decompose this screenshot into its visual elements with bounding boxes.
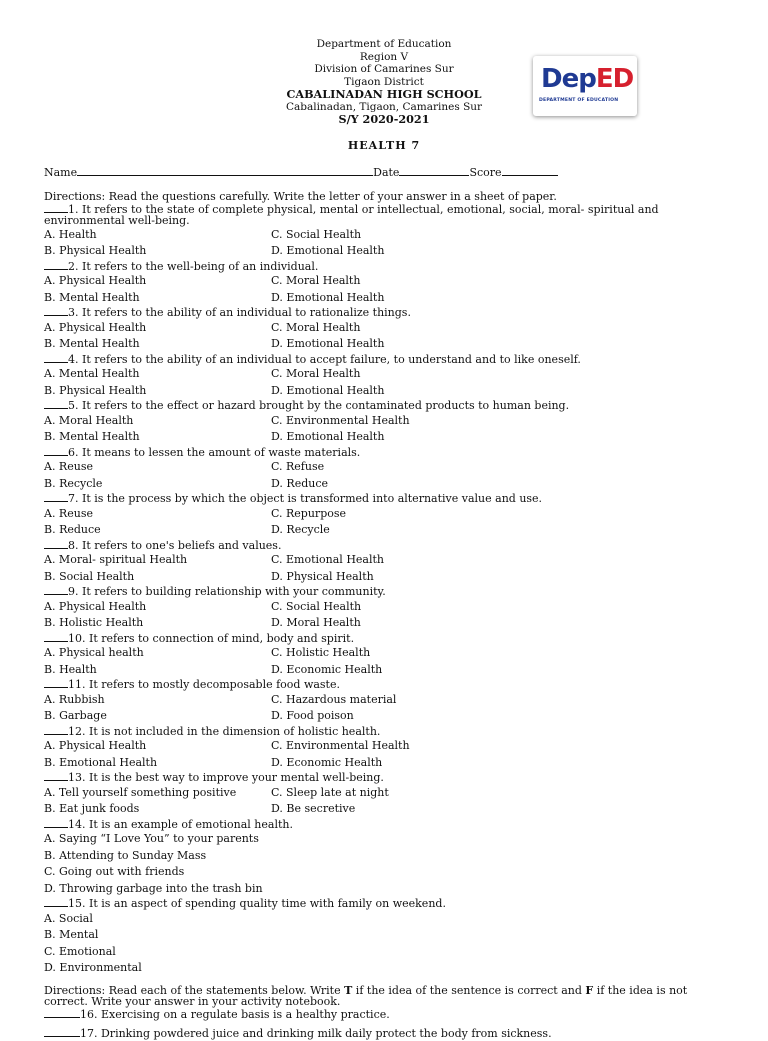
answer-option: B. Social Health [44,569,135,583]
answer-blank[interactable] [44,585,68,595]
answer-blank[interactable] [44,632,68,642]
option-row [44,662,728,679]
header-line: Tigaon District [344,75,424,88]
answer-option: D. Be secretive [271,802,356,815]
answer-blank[interactable] [44,539,68,549]
answer-option: A. Social [44,911,93,925]
name-date-score-line [44,165,558,179]
answer-option: B. Recycle [44,476,103,490]
score-blank[interactable] [502,165,558,176]
answer-option: A. Saying “I Love You” to your parents [44,832,259,845]
option-row [44,801,728,818]
option-row [44,785,728,802]
subject-title: HEALTH 7 [347,139,421,152]
answer-blank[interactable] [44,399,68,409]
answer-option: D. Reduce [271,476,329,490]
option-row [44,506,728,523]
answer-blank[interactable] [44,306,68,316]
option-row [44,738,728,755]
directions-1: Directions: Read the questions carefully. Write the letter of your answer in a sheet of paper. [44,190,557,203]
tf-item: 17. Drinking powdered juice and drinking milk daily protect the body from sickness. [44,1027,728,1041]
option-row [44,476,728,493]
answer-option: B. Physical Health [44,383,147,397]
logo-subtext: DEPARTMENT OF EDUCATION [539,98,619,103]
answer-option: D. Recycle [271,523,330,536]
date-blank[interactable] [399,165,469,176]
answer-blank[interactable] [44,678,68,688]
multiple-choice-list [44,203,728,818]
answer-blank[interactable] [44,725,68,735]
date-label: Date [373,166,400,179]
option-row [44,569,728,586]
answer-option: C. Hazardous material [271,692,397,706]
answer-option: A. Rubbish [44,692,105,706]
question-15 [44,897,728,977]
question-text: 9. It refers to building relationship with your community. [44,585,728,599]
question-text: 12. It is not included in the dimension of holistic health. [44,725,728,739]
option-row [44,383,728,400]
answer-option: A. Reuse [44,506,93,520]
answer-option: D. Emotional Health [271,337,385,350]
score-label: Score [469,166,502,179]
answer-option: D. Emotional Health [271,430,385,443]
answer-option: A. Moral- spiritual Health [44,553,188,566]
answer-blank[interactable] [44,897,68,907]
answer-option: A. Moral Health [44,413,134,427]
answer-option: A. Physical Health [44,739,147,752]
answer-option: C. Moral Health [271,320,361,334]
answer-option: C. Environmental Health [271,413,410,427]
name-blank[interactable] [77,165,373,176]
school-address: Cabalinadan, Tigaon, Camarines Sur [285,100,483,113]
header-line: Division of Camarines Sur [314,63,454,75]
answer-blank[interactable] [44,1027,80,1037]
answer-blank[interactable] [44,492,68,502]
answer-option: C. Sleep late at night [271,785,389,799]
answer-option: C. Social Health [271,227,362,241]
answer-option: D. Food poison [271,709,354,722]
answer-blank[interactable] [44,446,68,456]
answer-blank[interactable] [44,260,68,270]
option-row [44,755,728,772]
answer-blank[interactable] [44,203,68,213]
answer-option: C. Emotional [44,944,116,958]
option-row [44,645,728,662]
question-text: 4. It refers to the ability of an individual to accept failure, to understand and to like oneself. [44,353,728,367]
option-row [44,273,728,290]
answer-option: B. Emotional Health [44,755,158,769]
answer-option: D. Physical Health [271,569,374,583]
tf-item: 16. Exercising on a regulate basis is a healthy practice. [44,1008,728,1022]
document-header [0,38,768,126]
option-row [44,708,728,725]
answer-option: B. Reduce [44,523,101,536]
name-label: Name [44,166,78,179]
question-text: 11. It refers to mostly decomposable food waste. [44,678,728,692]
header-line: Department of Education [316,38,452,50]
logo-text-dep: Dep [541,64,596,94]
question-text: 14. It is an example of emotional health. [44,818,728,832]
question-text: 1. It refers to the state of complete physical, mental or intellectual, emotional, social, moral- spiritual and environmental well-being. [44,202,659,227]
answer-option: A. Physical health [44,646,144,659]
answer-option: D. Economic Health [271,755,383,769]
answer-option: D. Emotional Health [271,244,385,257]
answer-option: B. Mental Health [44,290,140,304]
directions-2: Directions: Read each of the statements below. Write T if the idea of the sentence is correct and F if the idea is not correct. Write your answer in your activity notebook. [44,983,688,1008]
exam-content [44,191,728,1041]
option-row [44,290,728,307]
answer-option: D. Emotional Health [271,383,385,397]
option-row [44,320,728,337]
option-row [44,366,728,383]
option-row [44,243,728,260]
question-text: 2. It refers to the well-being of an individual. [44,260,728,274]
answer-blank[interactable] [44,1008,80,1018]
answer-blank[interactable] [44,818,68,828]
answer-blank[interactable] [44,353,68,363]
question-text: 3. It refers to the ability of an individual to rationalize things. [44,306,728,320]
answer-option: B. Physical Health [44,244,147,257]
answer-option: C. Holistic Health [271,646,371,659]
answer-option: B. Eat junk foods [44,802,140,815]
option-row [44,522,728,539]
question-text: 7. It is the process by which the object is transformed into alternative value and use. [44,492,728,506]
answer-option: B. Mental Health [44,430,140,443]
question-text: 5. It refers to the effect or hazard brought by the contaminated products to human being. [44,399,728,413]
answer-option: C. Repurpose [271,506,347,520]
school-year: S/Y 2020-2021 [338,112,430,126]
question-text: 15. It is an aspect of spending quality time with family on weekend. [44,897,728,911]
header-line: Region V [359,50,409,63]
answer-option: B. Mental [44,928,99,941]
question-text: 6. It means to lessen the amount of waste materials. [44,446,728,460]
answer-option: C. Social Health [271,599,362,613]
answer-option: B. Health [44,662,97,676]
answer-option: D. Emotional Health [271,290,385,304]
answer-option: D. Environmental [44,961,142,974]
option-row [44,599,728,616]
option-row [44,552,728,569]
answer-option: B. Holistic Health [44,616,144,629]
answer-option: D. Moral Health [271,616,361,629]
answer-option: A. Health [44,227,97,241]
option-row [44,227,728,244]
answer-option: C. Environmental Health [271,739,410,752]
answer-option: B. Mental Health [44,337,140,350]
answer-option: C. Moral Health [271,274,361,287]
answer-option: B. Garbage [44,709,107,722]
question-text: 13. It is the best way to improve your mental well-being. [44,771,728,785]
answer-option: A. Physical Health [44,599,147,613]
answer-option: A. Tell yourself something positive [44,785,237,799]
question-text: 10. It refers to connection of mind, body and spirit. [44,632,728,646]
deped-logo [533,56,637,116]
school-name: CABALINADAN HIGH SCHOOL [286,87,482,101]
answer-option: C. Moral Health [271,367,361,380]
option-row [44,692,728,709]
answer-option: A. Physical Health [44,320,147,334]
option-row [44,413,728,430]
option-row [44,615,728,632]
answer-option: D. Economic Health [271,662,383,676]
option-row [44,459,728,476]
option-row [44,336,728,353]
answer-option: C. Emotional Health [271,553,385,566]
answer-option: C. Going out with friends [44,865,185,878]
answer-blank[interactable] [44,771,68,781]
answer-option: C. Refuse [271,460,325,473]
answer-option: A. Mental Health [44,367,140,380]
question-14 [44,818,728,898]
answer-option: A. Reuse [44,460,93,473]
question-text: 8. It refers to one's beliefs and values. [44,539,728,553]
logo-text-ed: ED [595,64,634,94]
answer-option: A. Physical Health [44,274,147,287]
answer-option: B. Attending to Sunday Mass [44,848,207,862]
answer-option: D. Throwing garbage into the trash bin [44,881,263,895]
option-row [44,429,728,446]
